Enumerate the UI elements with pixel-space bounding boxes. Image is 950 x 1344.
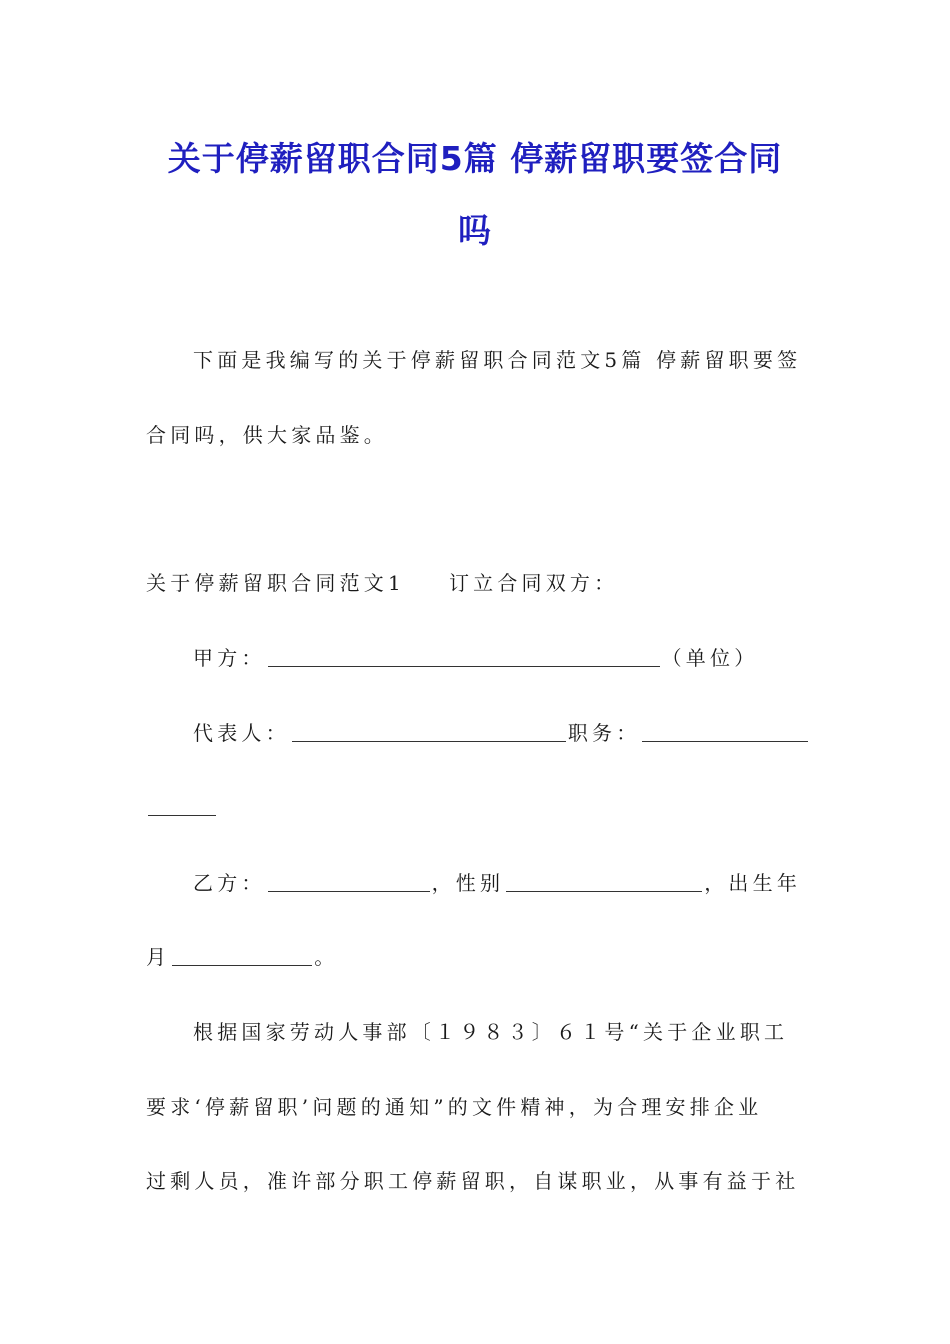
intro-line-1: 下面是我编写的关于停薪留职合同范文5篇 停薪留职要签 [193,348,802,372]
position-blank-overflow[interactable] [148,793,216,816]
party-b-blank[interactable] [268,869,430,892]
party-a-line [193,643,758,673]
party-a-suffix: （单位） [661,646,759,670]
birth-label-2: 月 [146,945,171,969]
party-b-line [193,868,801,898]
representative-line [193,718,810,748]
position-label: 职务： [567,721,641,745]
document-title-line-1: 关于停薪留职合同5篇 停薪留职要签合同 [167,139,783,178]
gender-blank[interactable] [506,869,702,892]
representative-blank[interactable] [292,719,566,742]
representative-label: 代表人： [193,721,290,745]
gender-label: ，性别 [431,871,505,895]
position-blank[interactable] [642,719,808,742]
birth-line [146,942,338,972]
position-blank-continued [146,792,218,822]
birth-label: ，出生年 [704,871,802,895]
section-title: 关于停薪留职合同范文1 [146,571,405,595]
parties-label: 订立合同双方： [448,571,619,595]
party-b-label: 乙方： [193,871,266,895]
body-line-1: 根据国家劳动人事部〔１９８３〕６１号“关于企业职工 [193,1020,789,1044]
party-a-blank[interactable] [268,644,660,667]
body-line-2: 要求‘停薪留职’问题的通知”的文件精神，为合理安排企业 [146,1095,763,1119]
birth-blank[interactable] [172,943,312,966]
body-line-3: 过剩人员，准许部分职工停薪留职，自谋职业，从事有益于社 [146,1169,800,1193]
document-title-line-2: 吗 [458,211,492,250]
party-a-label: 甲方： [193,646,266,670]
intro-line-2: 合同吗，供大家品鉴。 [146,423,388,447]
birth-end: 。 [314,945,339,969]
section-heading [146,568,618,598]
